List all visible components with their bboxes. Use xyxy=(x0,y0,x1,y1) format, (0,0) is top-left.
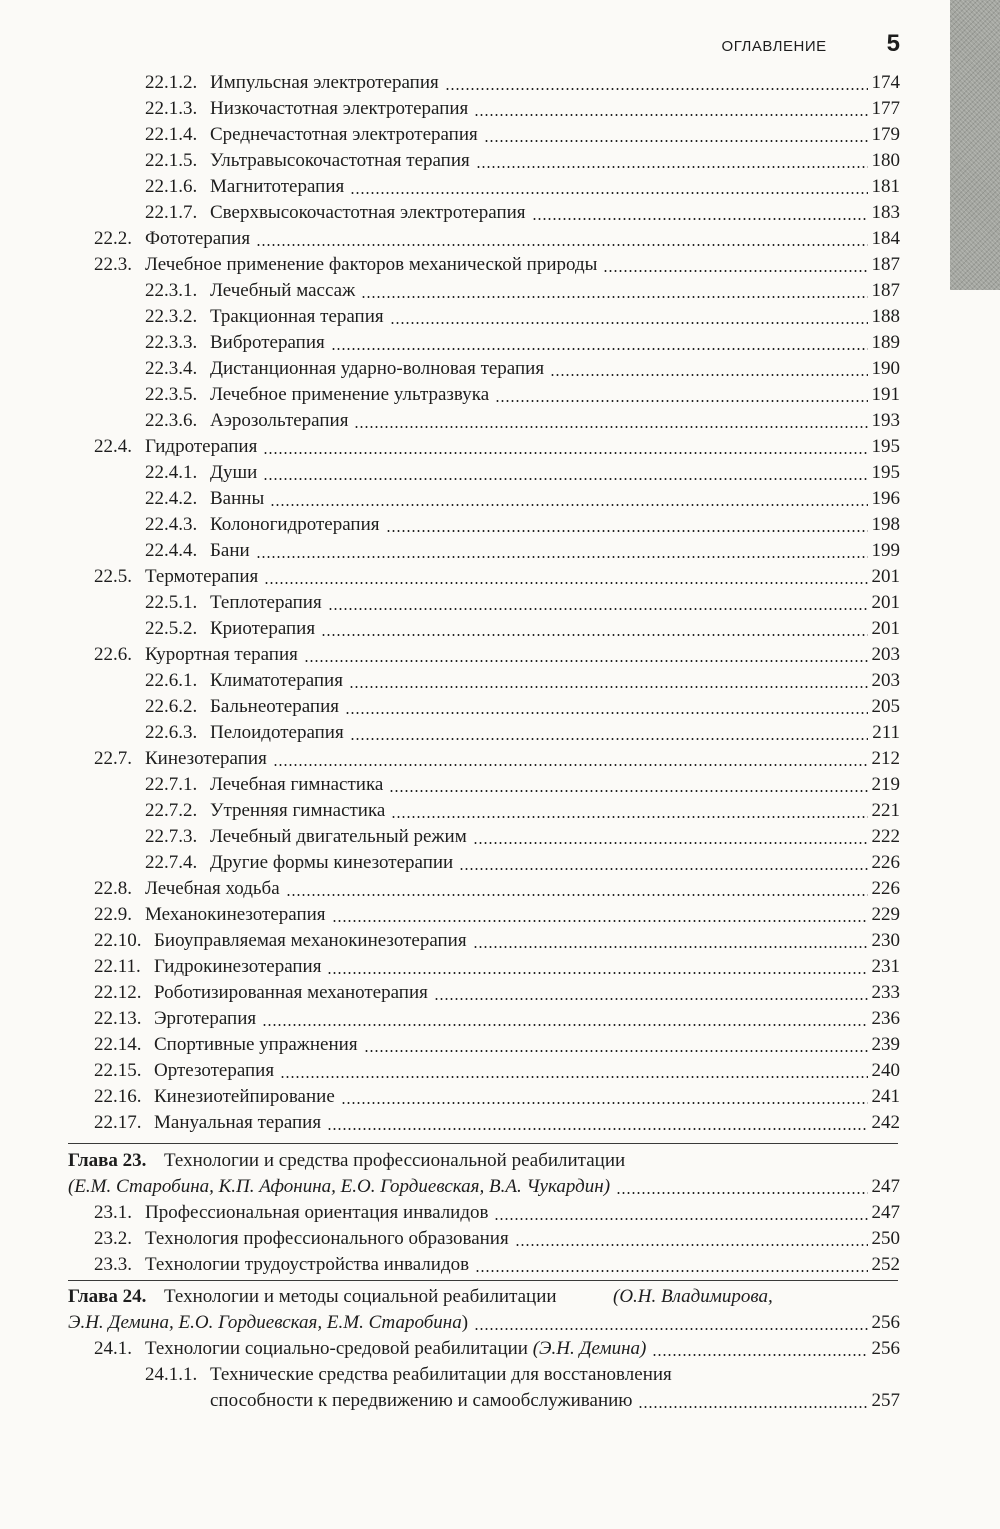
chapter-separator xyxy=(68,1143,898,1144)
entry-page: 180 xyxy=(871,150,900,171)
toc-entry[interactable] xyxy=(0,954,1000,980)
entry-number: 22.7.2. xyxy=(145,800,198,821)
dot-leader xyxy=(280,1058,867,1084)
entry-number: 22.3.3. xyxy=(145,332,198,353)
chapter-23-page: 247 xyxy=(871,1176,900,1197)
entry-title: Спортивные упражнения xyxy=(154,1034,358,1055)
dot-leader xyxy=(328,590,868,616)
entry-page: 203 xyxy=(871,644,900,665)
entry-title: Термотерапия xyxy=(145,566,259,587)
chapter-23-label: Глава 23. xyxy=(68,1150,147,1171)
entry-page: 219 xyxy=(871,774,900,795)
entry-number: 22.3.2. xyxy=(145,306,198,327)
dot-leader xyxy=(515,1226,868,1252)
toc-entry[interactable] xyxy=(0,278,1000,304)
entry-title: Лечебное применение ультразвука xyxy=(210,384,490,405)
entry-number: 22.12. xyxy=(94,982,142,1003)
entry-number: 22.5.2. xyxy=(145,618,198,639)
entry-page: 256 xyxy=(871,1338,900,1359)
dot-leader xyxy=(550,356,867,382)
header-title: ОГЛАВЛЕНИЕ xyxy=(721,38,827,55)
entry-page: 189 xyxy=(871,332,900,353)
dot-leader xyxy=(494,1200,867,1226)
toc-entry[interactable] xyxy=(0,122,1000,148)
chapter-separator xyxy=(68,1280,898,1281)
entry-page: 205 xyxy=(871,696,900,717)
entry-number: 22.4.2. xyxy=(145,488,198,509)
entry-number: 22.6.3. xyxy=(145,722,198,743)
dot-leader xyxy=(389,772,867,798)
chapter-24-title[interactable] xyxy=(0,1284,1000,1310)
entry-title: Тракционная терапия xyxy=(210,306,384,327)
entry-page: 247 xyxy=(871,1202,900,1223)
toc-entry[interactable] xyxy=(0,408,1000,434)
chapter-23-text: Технологии и средства профессиональной реабилитации xyxy=(164,1150,626,1171)
entry-title: Пелоидотерапия xyxy=(210,722,344,743)
toc-entry[interactable] xyxy=(0,538,1000,564)
dot-leader xyxy=(354,408,867,434)
entry-page: 199 xyxy=(871,540,900,561)
entry-title-line2: способности к передвижению и самообслуживанию xyxy=(210,1390,633,1411)
entry-number: 22.4.3. xyxy=(145,514,198,535)
entry-title: Фототерапия xyxy=(145,228,251,249)
entry-number: 22.8. xyxy=(94,878,132,899)
dot-leader xyxy=(256,226,867,252)
entry-page: 201 xyxy=(871,592,900,613)
toc-entry[interactable] xyxy=(0,356,1000,382)
dot-leader xyxy=(264,564,867,590)
entry-page: 190 xyxy=(871,358,900,379)
entry-page: 198 xyxy=(871,514,900,535)
entry-number: 22.1.3. xyxy=(145,98,198,119)
entry-number: 22.7. xyxy=(94,748,132,769)
dot-leader xyxy=(475,1252,867,1278)
entry-number: 22.9. xyxy=(94,904,132,925)
entry-page: 226 xyxy=(871,852,900,873)
dot-leader xyxy=(350,174,867,200)
entry-page: 174 xyxy=(871,72,900,93)
dot-leader xyxy=(364,1032,868,1058)
entry-title: Дистанционная ударно-волновая терапия xyxy=(210,358,545,379)
entry-page: 211 xyxy=(872,722,900,743)
entry-title: Лечебная гимнастика xyxy=(210,774,384,795)
entry-number: 22.3.1. xyxy=(145,280,198,301)
entry-page: 252 xyxy=(871,1254,900,1275)
toc-entry[interactable] xyxy=(0,746,1000,772)
entry-page: 191 xyxy=(871,384,900,405)
entry-number: 22.3. xyxy=(94,254,132,275)
toc-entry[interactable] xyxy=(0,694,1000,720)
entry-title: Лечебная ходьба xyxy=(145,878,280,899)
entry-page: 193 xyxy=(871,410,900,431)
entry-number: 22.6. xyxy=(94,644,132,665)
entry-page: 239 xyxy=(871,1034,900,1055)
toc-entry[interactable] xyxy=(0,980,1000,1006)
entry-number: 22.1.2. xyxy=(145,72,198,93)
entry-title: Технологии социально-средовой реабилитации xyxy=(145,1338,528,1359)
entry-title: Магнитотерапия xyxy=(210,176,345,197)
toc-entry[interactable] xyxy=(0,902,1000,928)
toc-entry[interactable] xyxy=(0,460,1000,486)
entry-number: 22.10. xyxy=(94,930,142,951)
entry-title: Импульсная электротерапия xyxy=(210,72,439,93)
toc-entry[interactable] xyxy=(0,564,1000,590)
toc-entry[interactable] xyxy=(0,252,1000,278)
entry-title: Климатотерапия xyxy=(210,670,343,691)
entry-page: 226 xyxy=(871,878,900,899)
entry-page: 195 xyxy=(871,436,900,457)
toc-entry[interactable] xyxy=(0,1032,1000,1058)
dot-leader xyxy=(474,1310,867,1336)
entry-page: 240 xyxy=(871,1060,900,1081)
chapter-24-authors-line1: (О.Н. Владимирова, xyxy=(613,1286,773,1307)
entry-title: Другие формы кинезотерапии xyxy=(210,852,454,873)
dot-leader xyxy=(476,148,868,174)
dot-leader xyxy=(263,460,867,486)
entry-page: 196 xyxy=(871,488,900,509)
dot-leader xyxy=(532,200,868,226)
entry-page: 231 xyxy=(871,956,900,977)
toc-entry[interactable] xyxy=(0,1110,1000,1136)
dot-leader xyxy=(273,746,868,772)
chapter-24-authors-close: ) xyxy=(461,1312,469,1333)
toc-entry[interactable] xyxy=(0,434,1000,460)
entry-number: 22.1.7. xyxy=(145,202,198,223)
entry-number: 22.14. xyxy=(94,1034,142,1055)
entry-title: Низкочастотная электротерапия xyxy=(210,98,469,119)
chapter-24-page: 256 xyxy=(871,1312,900,1333)
dot-leader xyxy=(327,954,867,980)
entry-page: 183 xyxy=(871,202,900,223)
dot-leader xyxy=(321,616,867,642)
entry-page: 229 xyxy=(871,904,900,925)
toc-entry[interactable] xyxy=(0,850,1000,876)
toc-entry[interactable] xyxy=(0,642,1000,668)
entry-title: Мануальная терапия xyxy=(154,1112,322,1133)
dot-leader xyxy=(270,486,867,512)
running-header xyxy=(600,30,900,60)
entry-title: Теплотерапия xyxy=(210,592,322,613)
toc-entry[interactable] xyxy=(0,1006,1000,1032)
page-number: 5 xyxy=(886,30,900,57)
entry-title: Технология профессионального образования xyxy=(145,1228,509,1249)
entry-title: Лечебное применение факторов механической природы xyxy=(145,254,598,275)
dot-leader xyxy=(331,330,868,356)
toc-entry-23-2[interactable] xyxy=(0,1226,1000,1252)
entry-page: 250 xyxy=(871,1228,900,1249)
toc-entry[interactable] xyxy=(0,70,1000,96)
toc-entry[interactable] xyxy=(0,824,1000,850)
dot-leader xyxy=(445,70,868,96)
dot-leader xyxy=(652,1336,867,1362)
entry-title: Эрготерапия xyxy=(154,1008,257,1029)
chapter-23-authors: (Е.М. Старобина, К.П. Афонина, Е.О. Гордиевская, В.А. Чукардин) xyxy=(68,1176,611,1197)
entry-page: 212 xyxy=(871,748,900,769)
entry-title: Бани xyxy=(210,540,250,561)
toc-entry[interactable] xyxy=(0,304,1000,330)
entry-number: 22.15. xyxy=(94,1060,142,1081)
entry-number: 22.4.1. xyxy=(145,462,198,483)
entry-page: 241 xyxy=(871,1086,900,1107)
toc-entry-24-1-1-cont[interactable] xyxy=(0,1388,1000,1414)
entry-page: 179 xyxy=(871,124,900,145)
entry-number: 22.3.4. xyxy=(145,358,198,379)
chapter-24-label: Глава 24. xyxy=(68,1286,147,1307)
toc-entry-24-1[interactable] xyxy=(0,1336,1000,1362)
entry-page: 230 xyxy=(871,930,900,951)
entry-title: Ванны xyxy=(210,488,265,509)
entry-title: Души xyxy=(210,462,258,483)
entry-page: 187 xyxy=(871,280,900,301)
toc-entry[interactable] xyxy=(0,668,1000,694)
toc-entry[interactable] xyxy=(0,590,1000,616)
entry-title: Роботизированная механотерапия xyxy=(154,982,428,1003)
toc-entry[interactable] xyxy=(0,226,1000,252)
dot-leader xyxy=(345,694,867,720)
entry-author: (Э.Н. Демина) xyxy=(532,1338,647,1359)
entry-title: Лечебный двигательный режим xyxy=(210,826,467,847)
entry-number: 22.7.3. xyxy=(145,826,198,847)
toc-entry[interactable] xyxy=(0,772,1000,798)
dot-leader xyxy=(473,928,868,954)
entry-page: 221 xyxy=(871,800,900,821)
dot-leader xyxy=(361,278,867,304)
dot-leader xyxy=(434,980,868,1006)
entry-title: Ультравысокочастотная терапия xyxy=(210,150,470,171)
toc-entry[interactable] xyxy=(0,1084,1000,1110)
toc-entry[interactable] xyxy=(0,928,1000,954)
chapter-23-authors-row[interactable] xyxy=(0,1174,1000,1200)
entry-title: Курортная терапия xyxy=(145,644,298,665)
dot-leader xyxy=(390,304,868,330)
entry-page: 201 xyxy=(871,566,900,587)
entry-number: 22.11. xyxy=(94,956,141,977)
entry-page: 187 xyxy=(871,254,900,275)
dot-leader xyxy=(304,642,868,668)
toc-entry[interactable] xyxy=(0,200,1000,226)
dot-leader xyxy=(349,668,868,694)
entry-number: 22.1.4. xyxy=(145,124,198,145)
dot-leader xyxy=(638,1388,867,1414)
chapter-24-text: Технологии и методы социальной реабилитации xyxy=(164,1286,557,1307)
entry-page: 195 xyxy=(871,462,900,483)
entry-title: Кинезотерапия xyxy=(145,748,267,769)
entry-number: 22.4.4. xyxy=(145,540,198,561)
entry-title: Биоуправляемая механокинезотерапия xyxy=(154,930,467,951)
toc-entry[interactable] xyxy=(0,798,1000,824)
dot-leader xyxy=(256,538,868,564)
entry-title: Криотерапия xyxy=(210,618,316,639)
entry-number: 22.17. xyxy=(94,1112,142,1133)
entry-title: Сверхвысокочастотная электротерапия xyxy=(210,202,526,223)
chapter-24-authors-line2: Э.Н. Демина, Е.О. Гордиевская, Е.М. Старобина xyxy=(68,1312,462,1333)
entry-title: Профессиональная ориентация инвалидов xyxy=(145,1202,489,1223)
entry-page: 184 xyxy=(871,228,900,249)
entry-number: 22.1.6. xyxy=(145,176,198,197)
entry-title: Гидрокинезотерапия xyxy=(154,956,322,977)
entry-number: 22.2. xyxy=(94,228,132,249)
entry-title: Утренняя гимнастика xyxy=(210,800,386,821)
entry-title: Бальнеотерапия xyxy=(210,696,340,717)
toc-entry[interactable] xyxy=(0,96,1000,122)
entry-number: 22.3.6. xyxy=(145,410,198,431)
entry-title: Среднечастотная электротерапия xyxy=(210,124,478,145)
entry-number: 24.1. xyxy=(94,1338,132,1359)
chapter-24-authors-row[interactable] xyxy=(0,1310,1000,1336)
entry-title: Механокинезотерапия xyxy=(145,904,326,925)
entry-title: Лечебный массаж xyxy=(210,280,356,301)
toc-entry[interactable] xyxy=(0,382,1000,408)
entry-number: 22.13. xyxy=(94,1008,142,1029)
dot-leader xyxy=(473,824,868,850)
dot-leader xyxy=(262,1006,867,1032)
entry-page: 242 xyxy=(871,1112,900,1133)
entry-page: 188 xyxy=(871,306,900,327)
entry-number: 23.1. xyxy=(94,1202,132,1223)
dot-leader xyxy=(350,720,868,746)
entry-number: 22.1.5. xyxy=(145,150,198,171)
entry-number: 22.7.4. xyxy=(145,852,198,873)
entry-page: 222 xyxy=(871,826,900,847)
dot-leader xyxy=(616,1174,867,1200)
entry-title-line1: Технические средства реабилитации для восстановления xyxy=(210,1364,672,1385)
entry-number: 23.3. xyxy=(94,1254,132,1275)
entry-title: Технологии трудоустройства инвалидов xyxy=(145,1254,470,1275)
toc-entry-23-3[interactable] xyxy=(0,1252,1000,1278)
entry-title: Колоногидротерапия xyxy=(210,514,380,535)
entry-page: 236 xyxy=(871,1008,900,1029)
entry-title: Гидротерапия xyxy=(145,436,258,457)
toc-entry[interactable] xyxy=(0,876,1000,902)
dot-leader xyxy=(459,850,867,876)
entry-number: 22.5.1. xyxy=(145,592,198,613)
entry-page: 257 xyxy=(871,1390,900,1411)
entry-title: Вибротерапия xyxy=(210,332,325,353)
toc-entry-23-1[interactable] xyxy=(0,1200,1000,1226)
toc-entry[interactable] xyxy=(0,720,1000,746)
entry-number: 22.16. xyxy=(94,1086,142,1107)
chapter-23-title[interactable] xyxy=(0,1148,1000,1174)
entry-number: 22.6.2. xyxy=(145,696,198,717)
toc-entry-24-1-1[interactable] xyxy=(0,1362,1000,1388)
dot-leader xyxy=(391,798,867,824)
entry-title: Ортезотерапия xyxy=(154,1060,275,1081)
dot-leader xyxy=(484,122,868,148)
toc-entry[interactable] xyxy=(0,616,1000,642)
entry-number: 22.3.5. xyxy=(145,384,198,405)
toc-entry[interactable] xyxy=(0,148,1000,174)
toc-entry[interactable] xyxy=(0,512,1000,538)
entry-title: Кинезиотейпирование xyxy=(154,1086,335,1107)
dot-leader xyxy=(495,382,867,408)
dot-leader xyxy=(474,96,867,122)
toc-entry[interactable] xyxy=(0,174,1000,200)
entry-page: 177 xyxy=(871,98,900,119)
entry-number: 23.2. xyxy=(94,1228,132,1249)
entry-number: 22.7.1. xyxy=(145,774,198,795)
toc-entry[interactable] xyxy=(0,486,1000,512)
entry-number: 22.5. xyxy=(94,566,132,587)
dot-leader xyxy=(327,1110,867,1136)
entry-page: 201 xyxy=(871,618,900,639)
dot-leader xyxy=(263,434,867,460)
dot-leader xyxy=(341,1084,868,1110)
entry-number: 22.6.1. xyxy=(145,670,198,691)
dot-leader xyxy=(286,876,868,902)
dot-leader xyxy=(332,902,868,928)
toc-entry[interactable] xyxy=(0,330,1000,356)
entry-number: 22.4. xyxy=(94,436,132,457)
entry-page: 181 xyxy=(871,176,900,197)
entry-page: 203 xyxy=(871,670,900,691)
entry-page: 233 xyxy=(871,982,900,1003)
dot-leader xyxy=(386,512,868,538)
dot-leader xyxy=(603,252,867,278)
entry-number: 24.1.1. xyxy=(145,1364,198,1385)
entry-title: Аэрозольтерапия xyxy=(210,410,349,431)
toc-entry[interactable] xyxy=(0,1058,1000,1084)
